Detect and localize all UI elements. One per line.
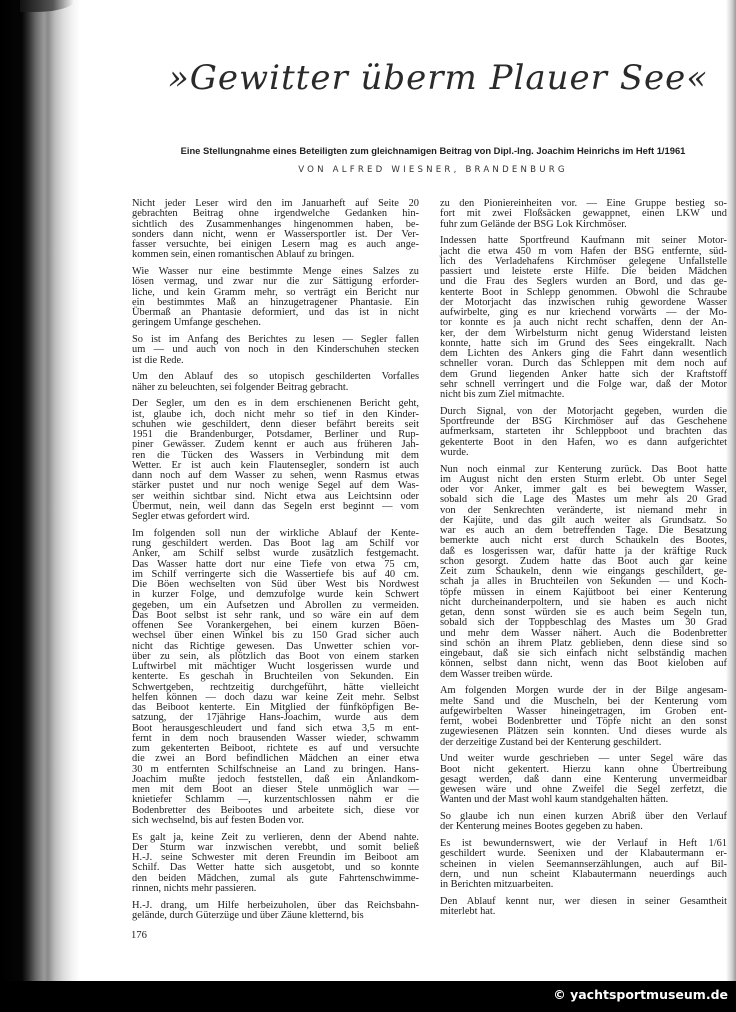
paragraph bbox=[440, 236, 727, 400]
text-line: fernt, wobei Bodenbretter und Töpfe nicht an den sonst bbox=[440, 716, 727, 727]
text-line: H.-J. seine Schwester mit deren Freundin im Beiboot am bbox=[132, 852, 419, 863]
text-line: Joachim mußte jedoch feststellen, daß ein Anlandkom- bbox=[132, 773, 419, 785]
text-line: der Kenterung meines Bootes gegeben zu haben. bbox=[440, 821, 643, 833]
text-line: Wanten und der Mast wohl kaum standgehalten hätten. bbox=[440, 794, 669, 806]
text-line: Wie Wasser nur eine bestimmte Menge eines Salzes zu bbox=[132, 266, 419, 277]
paragraph bbox=[132, 335, 419, 366]
text-line: Die Böen wechselten von Süd über West bis Nordwest bbox=[132, 579, 419, 590]
text-line: Segler etwas gefordert wird. bbox=[132, 511, 250, 522]
text-line: konnte, hatte sich im Grund des Sees eingekrallt. Nach bbox=[440, 337, 727, 349]
text-line: sichtlich des Zusammenhanges hingenommen haben, be- bbox=[132, 218, 419, 230]
paragraph bbox=[132, 529, 419, 826]
text-line: So glaube ich nun einen kurzen Abriß über den Verlauf bbox=[440, 811, 727, 822]
text-line: im August nicht den ersten Sturm erlebt. Ob unter Segel bbox=[440, 473, 727, 485]
text-line: war es auch an dem betreffenden Tage. Die Besatzung bbox=[440, 525, 727, 536]
text-line: dem Wasser treiben würde. bbox=[440, 668, 553, 680]
text-line: Nun noch einmal zur Kenterung zurück. Das Boot hatte bbox=[440, 463, 727, 475]
book-gutter bbox=[0, 0, 80, 981]
text-line: passiert und leistete erste Hilfe. Die beiden Mädchen bbox=[440, 266, 727, 277]
text-line: gelände, durch Güterzüge und über Zäune kletternd, bis bbox=[132, 909, 364, 921]
text-line: gewesen wäre und ohne Zweifel die Segel zerfetzt, die bbox=[440, 784, 727, 795]
paragraph bbox=[132, 833, 419, 895]
text-line: lösen vermag, und zwar nur die zur Sättigung erforder- bbox=[132, 276, 419, 288]
text-column-right bbox=[440, 199, 727, 924]
text-line: Anker, am Schilf selbst wurde zusätzlich festgemacht. bbox=[132, 548, 419, 560]
text-line: und die Frau des Seglers wurden an Bord, und das ge- bbox=[440, 276, 727, 288]
text-line: Schilf. Das Wetter hatte sich ausgetobt, und so konnte bbox=[132, 862, 419, 874]
text-line: sonders dann nicht, wenn er Wassersportler ist. Der Ver- bbox=[132, 228, 419, 240]
text-line: daß es losgerissen war, dafür hatte ja der kräftige Ruck bbox=[440, 545, 727, 557]
text-line: um — und auch von noch in den Kinderschuhen stecken bbox=[132, 344, 419, 356]
text-line: der derzeitige Zustand bei der Kenterung geschildert. bbox=[440, 736, 662, 748]
text-line: rinnen, nichts mehr passieren. bbox=[132, 882, 257, 894]
paragraph bbox=[440, 686, 727, 748]
text-line: kommen sein, einen romantischen Ablauf zu bringen. bbox=[132, 249, 355, 261]
text-line: aufwirbelte, ging es nur kriechend vorwärts — der Mo- bbox=[440, 307, 727, 318]
text-line: Am folgenden Morgen wurde der in der Bilge angesam- bbox=[440, 685, 727, 697]
page-number: 176 bbox=[131, 930, 147, 941]
text-line: jacht die etwa 450 m vom Hafen der BSG entfernte, süd- bbox=[440, 245, 727, 257]
text-line: Und weiter wurde geschrieben — unter Segel wäre das bbox=[440, 753, 727, 765]
text-line: der Kajüte, und das gilt auch weiter als Grundsatz. So bbox=[440, 514, 727, 526]
text-line: rung geschildert werden. Das Boot lag am Schilf vor bbox=[132, 538, 419, 549]
text-line: Um den Ablauf des so utopisch geschilderten Vorfalles bbox=[132, 371, 419, 383]
text-line: So ist im Anfang des Berichtes zu lesen — Segler fallen bbox=[132, 334, 419, 345]
text-line: Schwertgeben, rechtzeitig durchgeführt, hätte vielleicht bbox=[132, 681, 419, 693]
paragraph bbox=[132, 372, 419, 393]
text-line: Der Segler, um den es in dem erschienenen Bericht geht, bbox=[132, 398, 419, 410]
paragraph bbox=[440, 754, 727, 805]
text-line: fasser versuchte, bei einigen Lesern mag es auch ange- bbox=[132, 239, 419, 250]
text-line: den beiden Mädchen, zumal als gute Fahrtenschwimme- bbox=[132, 872, 419, 884]
paragraph bbox=[440, 199, 727, 230]
text-line: Der Sturm war inzwischen verebbt, und somit beließ bbox=[132, 841, 419, 853]
text-line: Übermaß an Phantasie deformiert, und das ist in nicht bbox=[132, 307, 419, 318]
text-line: Durch Signal, von der Motorjacht gegeben, wurden die bbox=[440, 405, 727, 417]
paragraph bbox=[132, 199, 419, 261]
text-line: gekenterte Boot in den Hafen, wo es dann aufgerichtet bbox=[440, 436, 727, 448]
paragraph bbox=[132, 901, 419, 922]
text-line: von der Senkrechten veränderte, ist niemand mehr in bbox=[440, 504, 727, 516]
text-line: fernt in dem noch brausenden Wasser wieder, schwamm bbox=[132, 732, 419, 744]
text-line: ker, der dem Wirbelsturm nicht genug Widerstand leisten bbox=[440, 327, 727, 339]
text-line: Bodenbretter des Beibootes und arbeitete sich, diese vor bbox=[132, 804, 419, 816]
text-line: ren die Tücken des Wassers in Verbindung mit dem bbox=[132, 449, 419, 461]
text-line: Nicht jeder Leser wird den im Januarheft auf Seite 20 bbox=[132, 198, 419, 209]
text-line: dem Lichten des Ankers ging die Fahrt dann wesentlich bbox=[440, 348, 727, 359]
text-column-left bbox=[132, 199, 419, 928]
text-line: zugewiesenen Plätzen sein konnten. Und dieses wurde als bbox=[440, 726, 727, 738]
text-line: das Beiboot kenterte. Ein Mitglied der fünfköpfigen Be- bbox=[132, 702, 419, 713]
text-line: nicht durcheinanderpoltern, und sie haben es auch nicht bbox=[440, 596, 727, 608]
paragraph bbox=[132, 267, 419, 329]
text-line: bemerkte auch nicht erst durch Schaukeln des Bootes, bbox=[440, 535, 727, 547]
text-line: offenen See Vorankergehen, bei einem kurzen Böen- bbox=[132, 620, 419, 631]
text-line: fort mit zwei Floßsäcken gewappnet, einen LKW und bbox=[440, 208, 727, 220]
text-line: stärker pustet und nur noch wenige Segel auf dem Was- bbox=[132, 480, 419, 492]
text-line: dem Grund liegenden Anker hatte sich der Kraftstoff bbox=[440, 368, 727, 380]
text-line: men mit dem Boot an dieser Stele unmöglich war — bbox=[132, 784, 419, 795]
article-subtitle: Eine Stellungnahme eines Beteiligten zum gleichnamigen Beitrag von Dipl.-Ing. Joachim Heinrichs im Heft 1/1961 bbox=[180, 145, 686, 156]
text-line: in kurzer Folge, und demzufolge wurde kein Schwert bbox=[132, 589, 419, 601]
text-line: getan, denn sonst würden sie es auch beim Segeln tun, bbox=[440, 607, 727, 618]
paragraph bbox=[440, 839, 727, 890]
text-line: eingebaut, daß sie sich einfach nicht selbständig machen bbox=[440, 648, 727, 659]
text-line: nicht bis zum Ziel mitmachte. bbox=[440, 389, 565, 400]
text-line: ist die Rede. bbox=[132, 354, 184, 366]
text-line: 30 m entfernten Schilfschneise an Land zu bringen. Hans- bbox=[132, 763, 419, 775]
text-line: schon gesorgt. Zudem hatte das Boot auch gar keine bbox=[440, 555, 727, 567]
text-line: Boot herausgeschleudert und fand sich etwa 3,5 m ent- bbox=[132, 722, 419, 734]
text-line: Den Ablauf kennt nur, wer diesen in seiner Gesamtheit bbox=[440, 895, 727, 907]
text-line: piner Gewässer. Zudem kennt er auch aus früheren Jah- bbox=[132, 439, 419, 451]
text-line: Es galt ja, keine Zeit zu verlieren, denn der Abend nahte. bbox=[132, 831, 419, 843]
paragraph bbox=[132, 399, 419, 522]
text-line: tor konnte es ja auch nicht recht schaffen, denn der An- bbox=[440, 317, 727, 329]
text-line: dann noch auf dem Wasser zu sehen, wenn Rasmus etwas bbox=[132, 470, 419, 481]
text-line: ein bestimmtes Maß an hinzugetragener Phantasie. Ein bbox=[132, 296, 419, 308]
text-line: zum gekenterten Beiboot, richtete es auf und versuchte bbox=[132, 743, 419, 754]
text-line: Boot nicht gekentert. Hierzu kann ohne Übertreibung bbox=[440, 763, 727, 775]
text-line: schah ja alles in Bruchteilen von Sekunden — und Koch- bbox=[440, 576, 727, 588]
watermark: © yachtsportmuseum.de bbox=[553, 987, 728, 1002]
text-line: lich des Verladehafens Kirchmöser gelegene Unfallstelle bbox=[440, 255, 727, 267]
text-line: töpfe müssen in einem Kajütboot bei einer Kenterung bbox=[440, 586, 727, 598]
text-line: 1951 die Brandenburger, Potsdamer, Berliner und Rup- bbox=[132, 429, 419, 440]
text-line: gesagt werden, daß dann eine Kenterung unvermeidbar bbox=[440, 773, 727, 785]
text-line: die zwei an Bord befindlichen Mädchen an einer etwa bbox=[132, 753, 419, 765]
text-line: Im folgenden soll nun der wirkliche Ablauf der Kente- bbox=[132, 527, 419, 539]
paragraph bbox=[440, 407, 727, 458]
text-line: scheinen in vielen Seemannserzählungen, auch auf Bil- bbox=[440, 858, 727, 870]
text-line: zu den Pioniereinheiten vor. — Eine Gruppe bestieg so- bbox=[440, 198, 727, 209]
text-line: sehr schnell verringert und die Folge war, daß der Motor bbox=[440, 378, 727, 390]
text-line: ist, glaube ich, doch nicht mehr so tief in den Kinder- bbox=[132, 408, 419, 420]
author-byline: VON ALFRED WIESNER, BRANDENBURG bbox=[298, 165, 568, 175]
text-line: gebrachten Beitrag ohne irgendwelche Gedanken hin- bbox=[132, 208, 419, 220]
text-line: schuhen wie geschildert, denn dieser befährt bereits seit bbox=[132, 418, 419, 430]
text-line: der Motorjacht das inzwischen ruhig gewordene Wasser bbox=[440, 296, 727, 308]
text-line: oder vor Anker, immer galt es bei bewegtem Wasser, bbox=[440, 484, 727, 495]
text-line: kenterte. Es geschah in Bruchteilen von Sekunden. Ein bbox=[132, 671, 419, 683]
text-line: kenterte Boot in Schlepp genommen. Obwohl die Schraube bbox=[440, 286, 727, 298]
paragraph bbox=[440, 812, 727, 833]
text-line: wurde. bbox=[440, 446, 469, 458]
text-line: wechsel über einen Winkel bis zu 150 Grad sicher auch bbox=[132, 630, 419, 642]
text-line: ser weithin sichtbar sind. Nicht etwa aus Leichtsinn oder bbox=[132, 490, 419, 502]
text-line: geringem Umfange geschehen. bbox=[132, 317, 261, 329]
text-line: aufmerksam, starteten ihr Schleppboot und brachten das bbox=[440, 426, 727, 438]
text-line: satzung, der 17jährige Hans-Joachim, wurde aus dem bbox=[132, 712, 419, 724]
text-line: helfen können — doch dazu war keine Zeit mehr. Selbst bbox=[132, 691, 419, 703]
text-line: Luftwirbel mit mächtiger Wucht losgerissen wurde und bbox=[132, 661, 419, 672]
text-line: und mehr dem Wasser nähert. Auch die Bodenbretter bbox=[440, 627, 727, 639]
text-line: geschildert wurde. Seenixen und der Klabautermann er- bbox=[440, 848, 727, 860]
text-line: sobald sich die Lage des Mastes um mehr als 20 Grad bbox=[440, 494, 727, 506]
text-line: miterlebt hat. bbox=[440, 906, 496, 917]
text-line: fuhr zum Gelände der BSG Lok Kirchmöser. bbox=[440, 218, 627, 230]
text-line: sind schön an ihrem Platz geblieben, denn diese sind so bbox=[440, 637, 727, 649]
text-line: nicht das Richtige gewesen. Das Unwetter schien vor- bbox=[132, 640, 419, 652]
text-line: sobald sich der Toppbeschlag des Mastes um 30 Grad bbox=[440, 617, 727, 629]
text-line: sich wechselnd, bis auf festen Boden vor. bbox=[132, 814, 304, 826]
text-line: im Schilf verringerte sich die Wassertiefe bis auf 40 cm. bbox=[132, 568, 419, 580]
text-line: aufgewirbelten Wasser hineingetragen, im Groben ent- bbox=[440, 705, 727, 717]
text-line: Zeit zum Schaukeln, denn wie eingangs geschildert, ge- bbox=[440, 566, 727, 577]
paragraph bbox=[440, 897, 727, 918]
text-line: Das Wasser hatte dort nur eine Tiefe von etwa 75 cm, bbox=[132, 558, 419, 570]
text-line: gegeben, um ein Aufsetzen und Abrollen zu vermeiden. bbox=[132, 599, 419, 611]
text-line: Indessen hatte Sportfreund Kaufmann mit seiner Motor- bbox=[440, 235, 727, 247]
text-line: melte Sand und die Muscheln, bei der Kenterung vom bbox=[440, 695, 727, 707]
paragraph bbox=[440, 465, 727, 680]
text-line: in Berichten mitzuarbeiten. bbox=[440, 879, 554, 890]
text-line: knietiefer Schlamm —, kurzentschlossen nahm er die bbox=[132, 794, 419, 806]
text-line: näher zu beleuchten, sei folgender Beitrag gebracht. bbox=[132, 381, 349, 393]
text-line: Übermut, nein, weil dann das Segeln erst beginnt — vom bbox=[132, 500, 419, 512]
text-line: Sportfreunde der BSG Kirchmöser auf das Geschehene bbox=[440, 416, 727, 427]
text-line: schneller voran. Durch das Schleppen mit dem noch auf bbox=[440, 358, 727, 370]
text-line: Es ist bewundernswert, wie der Verlauf in Heft 1/61 bbox=[440, 838, 727, 849]
text-line: Wetter. Er ist auch kein Flautensegler, sondern ist auch bbox=[132, 459, 419, 471]
text-line: über zu sein, als plötzlich das Boot von einem starken bbox=[132, 650, 419, 662]
text-line: können, selbst dann nicht, wenn das Boot kieloben auf bbox=[440, 658, 727, 670]
text-line: H.-J. drang, um Hilfe herbeizuholen, über das Reichsbahn- bbox=[132, 899, 419, 911]
text-line: liche, und kein Gramm mehr, so verträgt ein Bericht nur bbox=[132, 286, 419, 298]
text-line: Das Boot selbst ist sehr rank, und so wäre ein auf dem bbox=[132, 609, 419, 621]
text-line: dern, und nun scheint Klabautermann neuerdings auch bbox=[440, 868, 727, 880]
article-title: »Gewitter überm Plauer See« bbox=[167, 58, 709, 98]
